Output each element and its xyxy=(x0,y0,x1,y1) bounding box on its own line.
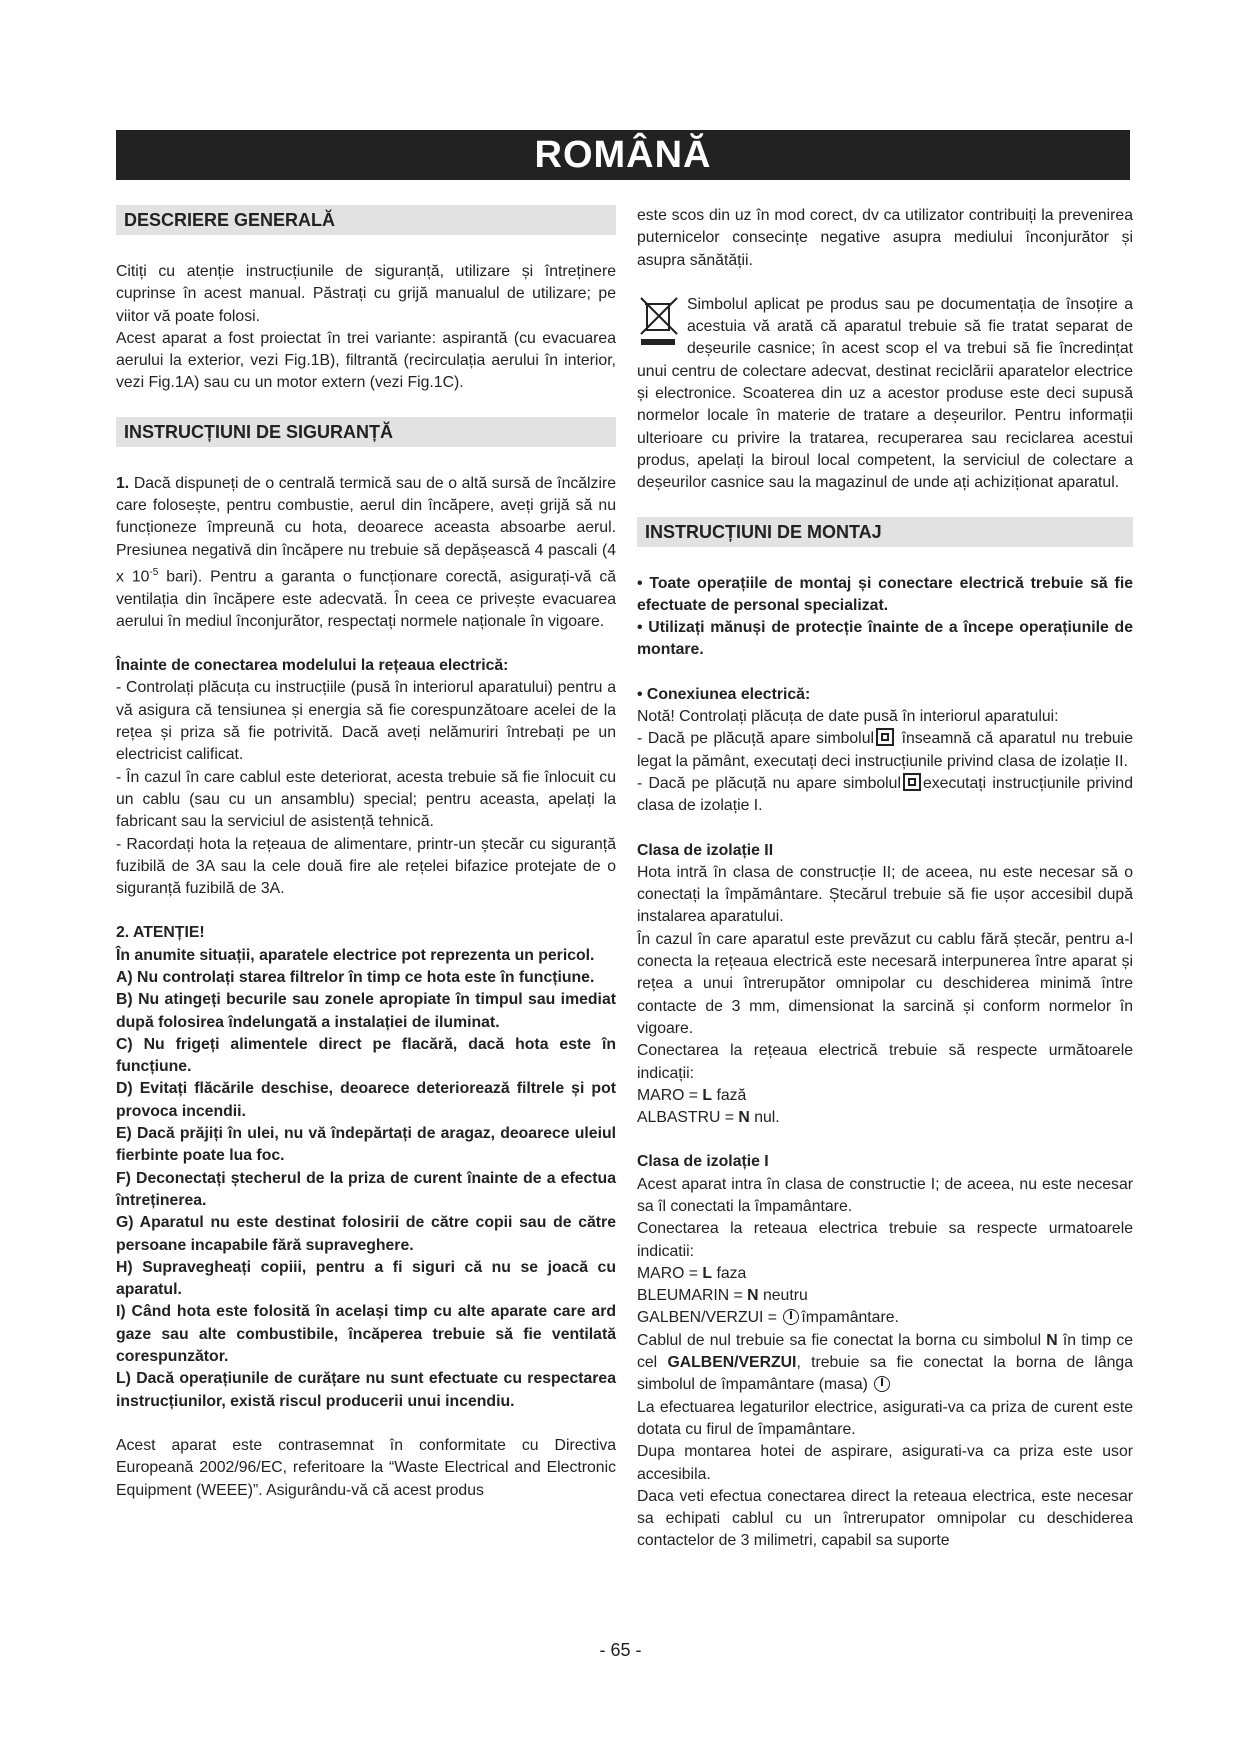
paragraph: Acest aparat a fost proiectat în trei variante: aspirantă (cu evacuarea aerului la exterior, vezi Fig.1B), filtrantă (recirculația aerului în interior, vezi Fig.1A) sau cu un motor extern (vezi Fig.1C). xyxy=(116,329,616,392)
text: ALBASTRU = xyxy=(637,1109,739,1127)
warning-item: A) Nu controlați starea filtrelor în timp ce hota este în funcțiune. xyxy=(116,968,595,986)
item-text: Dacă dispuneți de o centrală termică sau de o altă sursă de încălzire care folosește, pentru combustie, aerul din încăpere, aveți grijă să nu funcționeze împreună cu hota, deoarece aceasta absoarbe aerul. Presiunea negativă din încăpere nu trebuie să depășească 4 pascali (4 x 10 xyxy=(116,474,617,586)
text: L xyxy=(702,1086,713,1104)
subheading: Clasa de izolație II xyxy=(637,841,774,859)
text: N xyxy=(1046,1331,1058,1349)
subheading: Înainte de conectarea modelului la rețeaua electrică: xyxy=(116,657,509,675)
ground-icon xyxy=(783,1309,799,1325)
paragraph: Acest aparat este contrasemnat în conformitate cu Directiva Europeană 2002/96/EC, referitoare la “Waste Electrical and Electronic Equipment (WEEE)”. Asigurându-vă că acest produs xyxy=(116,1436,616,1499)
bullet-item: • Toate operațiile de montaj și conectare electrică trebuie să fie efectuate de personal specializat. xyxy=(637,574,1133,614)
paragraph: - În cazul în care cablul este deteriorat, acesta trebuie să fie înlocuit cu un cablu (sau cu un ansamblu) special; pentru aceasta, apelați la fabricant sau la serviciul de asistență tehnică. xyxy=(116,768,616,831)
warning-item: În anumite situații, aparatele electrice pot reprezenta un pericol. xyxy=(116,946,595,964)
paragraph: Hota intră în clasa de construcție II; de aceea, nu este necesar să o conectați la împământare. Ștecărul trebuie să fie ușor accesibil după instalarea aparatului. xyxy=(637,863,1133,926)
paragraph: Notă! Controlați plăcuța de date pusă în interiorul aparatului: xyxy=(637,708,1059,726)
warning-item: D) Evitați flăcările deschise, deoarece deteriorează filtrele și pot provoca incendii. xyxy=(116,1080,616,1120)
text: fază xyxy=(712,1086,747,1104)
text: faza xyxy=(712,1264,747,1282)
text: - Dacă pe plăcuță apare simbolul xyxy=(637,730,874,748)
paragraph: - Controlați plăcuța cu instrucțiile (pusă în interiorul aparatului) pentru a vă asigura că tensiunea și energia să fie corespunzătoare acelei de la rețea și priza să fie potrivită. Dacă aveți nelămuriri întrebați pe un electricist calificat. xyxy=(116,679,616,764)
weee-paragraph xyxy=(637,294,1133,495)
text: împamântare. xyxy=(801,1309,899,1327)
text: BLEUMARIN = xyxy=(637,1287,748,1305)
section-title-safety: INSTRUCȚIUNI DE SIGURANȚĂ xyxy=(116,417,616,447)
text: GALBEN/VERZUI xyxy=(667,1354,797,1372)
paragraph: Conectarea la rețeaua electrică trebuie să respecte următoarele indicații: xyxy=(637,1042,1133,1082)
text: N xyxy=(747,1287,759,1305)
text: în timp ce cel xyxy=(637,1331,1134,1372)
subheading: Clasa de izolație I xyxy=(637,1153,769,1171)
item-number: 1. xyxy=(116,474,130,492)
warning-item: F) Deconectați ștecherul de la priza de curent înainte de a efectua întreținerea. xyxy=(116,1169,616,1209)
text: neutru xyxy=(758,1287,808,1305)
language-banner: ROMÂNĂ xyxy=(116,130,1130,180)
warning-item: I) Când hota este folosită în același timp cu alte aparate care ard gaze sau alte combustibile, încăperea trebuie să fie ventilată corespunzător. xyxy=(116,1303,616,1366)
page-number: - 65 - xyxy=(599,1640,642,1660)
warning-item: G) Aparatul nu este destinat folosirii de către copii sau de către persoane incapabile fără supraveghere. xyxy=(116,1214,616,1254)
right-column xyxy=(637,205,1133,1553)
paragraph: Conectarea la reteaua electrica trebuie sa respecte urmatoarele indicatii: xyxy=(637,1220,1133,1260)
paragraph: Citiți cu atenție instrucțiunile de siguranță, utilizare și întreținere cuprinse în acest manual. Păstrați cu grijă manualul de utilizare; pe viitor vă poate folosi. xyxy=(116,263,616,325)
bullet-item: • Utilizați mănuși de protecție înainte de a începe operațiunile de montare. xyxy=(637,619,1133,659)
ground-icon xyxy=(874,1376,890,1392)
text: , trebuie sa fie conectat la borna de lânga simbolul de împamântare (masa) xyxy=(637,1354,1133,1394)
warning-title: 2. ATENȚIE! xyxy=(116,924,205,942)
text: Cablul de nul trebuie sa fie conectat la borna cu simbolul xyxy=(637,1331,1047,1349)
text: L xyxy=(702,1264,713,1282)
wire-line xyxy=(637,1107,1133,1129)
paragraph: În cazul în care aparatul este prevăzut cu cablu fără ștecăr, pentru a-l conecta la rețeaua electrică este necesară interpunerea între aparat și rețea a unui întrerupător omnipolar cu deschiderea minimă între contacte de 3 mm, dimensionat la sarcină și conform normelor în vigoare. xyxy=(637,930,1133,1037)
paragraph xyxy=(637,728,1133,773)
bullet-item: • Conexiunea electrică: xyxy=(637,685,811,703)
warning-item: H) Supravegheați copiii, pentru a fi siguri că nu se joacă cu aparatul. xyxy=(116,1258,616,1299)
paragraph: Acest aparat intra în clasa de constructie I; de aceea, nu este necesar sa îl conectati la împamântare. xyxy=(637,1175,1133,1215)
warning-item: E) Dacă prăjiți în ulei, nu vă îndepărtați de aragaz, deoarece uleiul fierbinte poate lua foc. xyxy=(116,1125,616,1165)
paragraph: Daca veti efectua conectarea direct la reteaua electrica, este necesar sa echipati cablul cu un întrerupator omnipolar cu deschiderea contactelor de 3 milimetri, capabil sa suporte xyxy=(637,1487,1133,1550)
wire-line xyxy=(637,1263,1133,1285)
paragraph: - Racordați hota la rețeaua de alimentare, printr-un ștecăr cu siguranță fuzibilă de 3A sau la cele două fire ale rețelei bifazice protejate de o siguranță fuzibilă de 3A. xyxy=(116,835,616,898)
text: MARO = xyxy=(637,1086,703,1104)
left-column xyxy=(116,205,616,1502)
paragraph xyxy=(637,773,1133,818)
text: N xyxy=(738,1109,750,1127)
safety-item-1 xyxy=(116,473,616,633)
warning-item: B) Nu atingeți becurile sau zonele apropiate în timpul sau imediat după folosirea îndelungată a instalației de iluminat. xyxy=(116,991,616,1031)
wire-line xyxy=(637,1285,1133,1307)
paragraph: Dupa montarea hotei de aspirare, asigurati-va ca priza este usor accesibila. xyxy=(637,1443,1133,1483)
paragraph: este scos din uz în mod corect, dv ca utilizator contribuiți la prevenirea puternicelor consecințe negative asupra mediului înconjurător și asupra sănătății. xyxy=(637,207,1133,269)
item-text-cont: bari). Pentru a garanta o funcționare corectă, asigurați-vă că ventilația din încăpere este adecvată. În ceea ce privește evacuarea aerului în mediul înconjurător, respectați normele naționale în vigoare. xyxy=(116,568,617,630)
text: MARO = xyxy=(637,1264,703,1282)
section-title-mounting: INSTRUCȚIUNI DE MONTAJ xyxy=(637,517,1133,547)
double-insulation-icon xyxy=(876,728,894,746)
crossed-bin-icon xyxy=(637,294,681,346)
exponent: -5 xyxy=(149,566,159,578)
warning-item: C) Nu frigeți alimentele direct pe flacără, dacă hota este în funcțiune. xyxy=(116,1035,616,1076)
section-title-general: DESCRIERE GENERALĂ xyxy=(116,205,616,235)
paragraph xyxy=(637,1330,1133,1397)
text: - Dacă pe plăcuță nu apare simbolul xyxy=(637,774,901,792)
double-insulation-icon xyxy=(903,773,921,791)
text: executați instrucțiunile privind clasa de izolație I. xyxy=(637,774,1133,815)
wire-line xyxy=(637,1307,1133,1329)
wire-line xyxy=(637,1085,1133,1107)
paragraph: La efectuarea legaturilor electrice, asigurati-va ca priza de curent este dotata cu firul de împamântare. xyxy=(637,1398,1133,1438)
text: nul. xyxy=(749,1109,780,1127)
warning-item: L) Dacă operațiunile de curățare nu sunt efectuate cu respectarea instrucțiunilor, există riscul producerii unui incendiu. xyxy=(116,1370,616,1410)
text: GALBEN/VERZUI = xyxy=(637,1309,782,1327)
weee-text: Simbolul aplicat pe produs sau pe documentația de însoțire a acestuia vă arată că aparatul trebuie să fie tratat separat de deșeurile casnice; în acest scop el va trebui să fie încredințat unui centru de colectare adecvat, destinat reciclării aparatelor electrice și electronice. Scoaterea din uz a acestor produse este deci supusă normelor locale în materie de tratare a deșeurilor. Pentru informații ulterioare cu privire la tratarea, recuperarea sau reciclarea acestui produs, apelați la biroul local competent, la serviciul de colectare a deșeurilor casnice sau la magazinul de unde ați achiziționat aparatul. xyxy=(637,295,1133,492)
text: înseamnă că aparatul nu trebuie legat la pământ, executați deci instrucțiunile privind clasa de izolație II. xyxy=(637,730,1133,770)
